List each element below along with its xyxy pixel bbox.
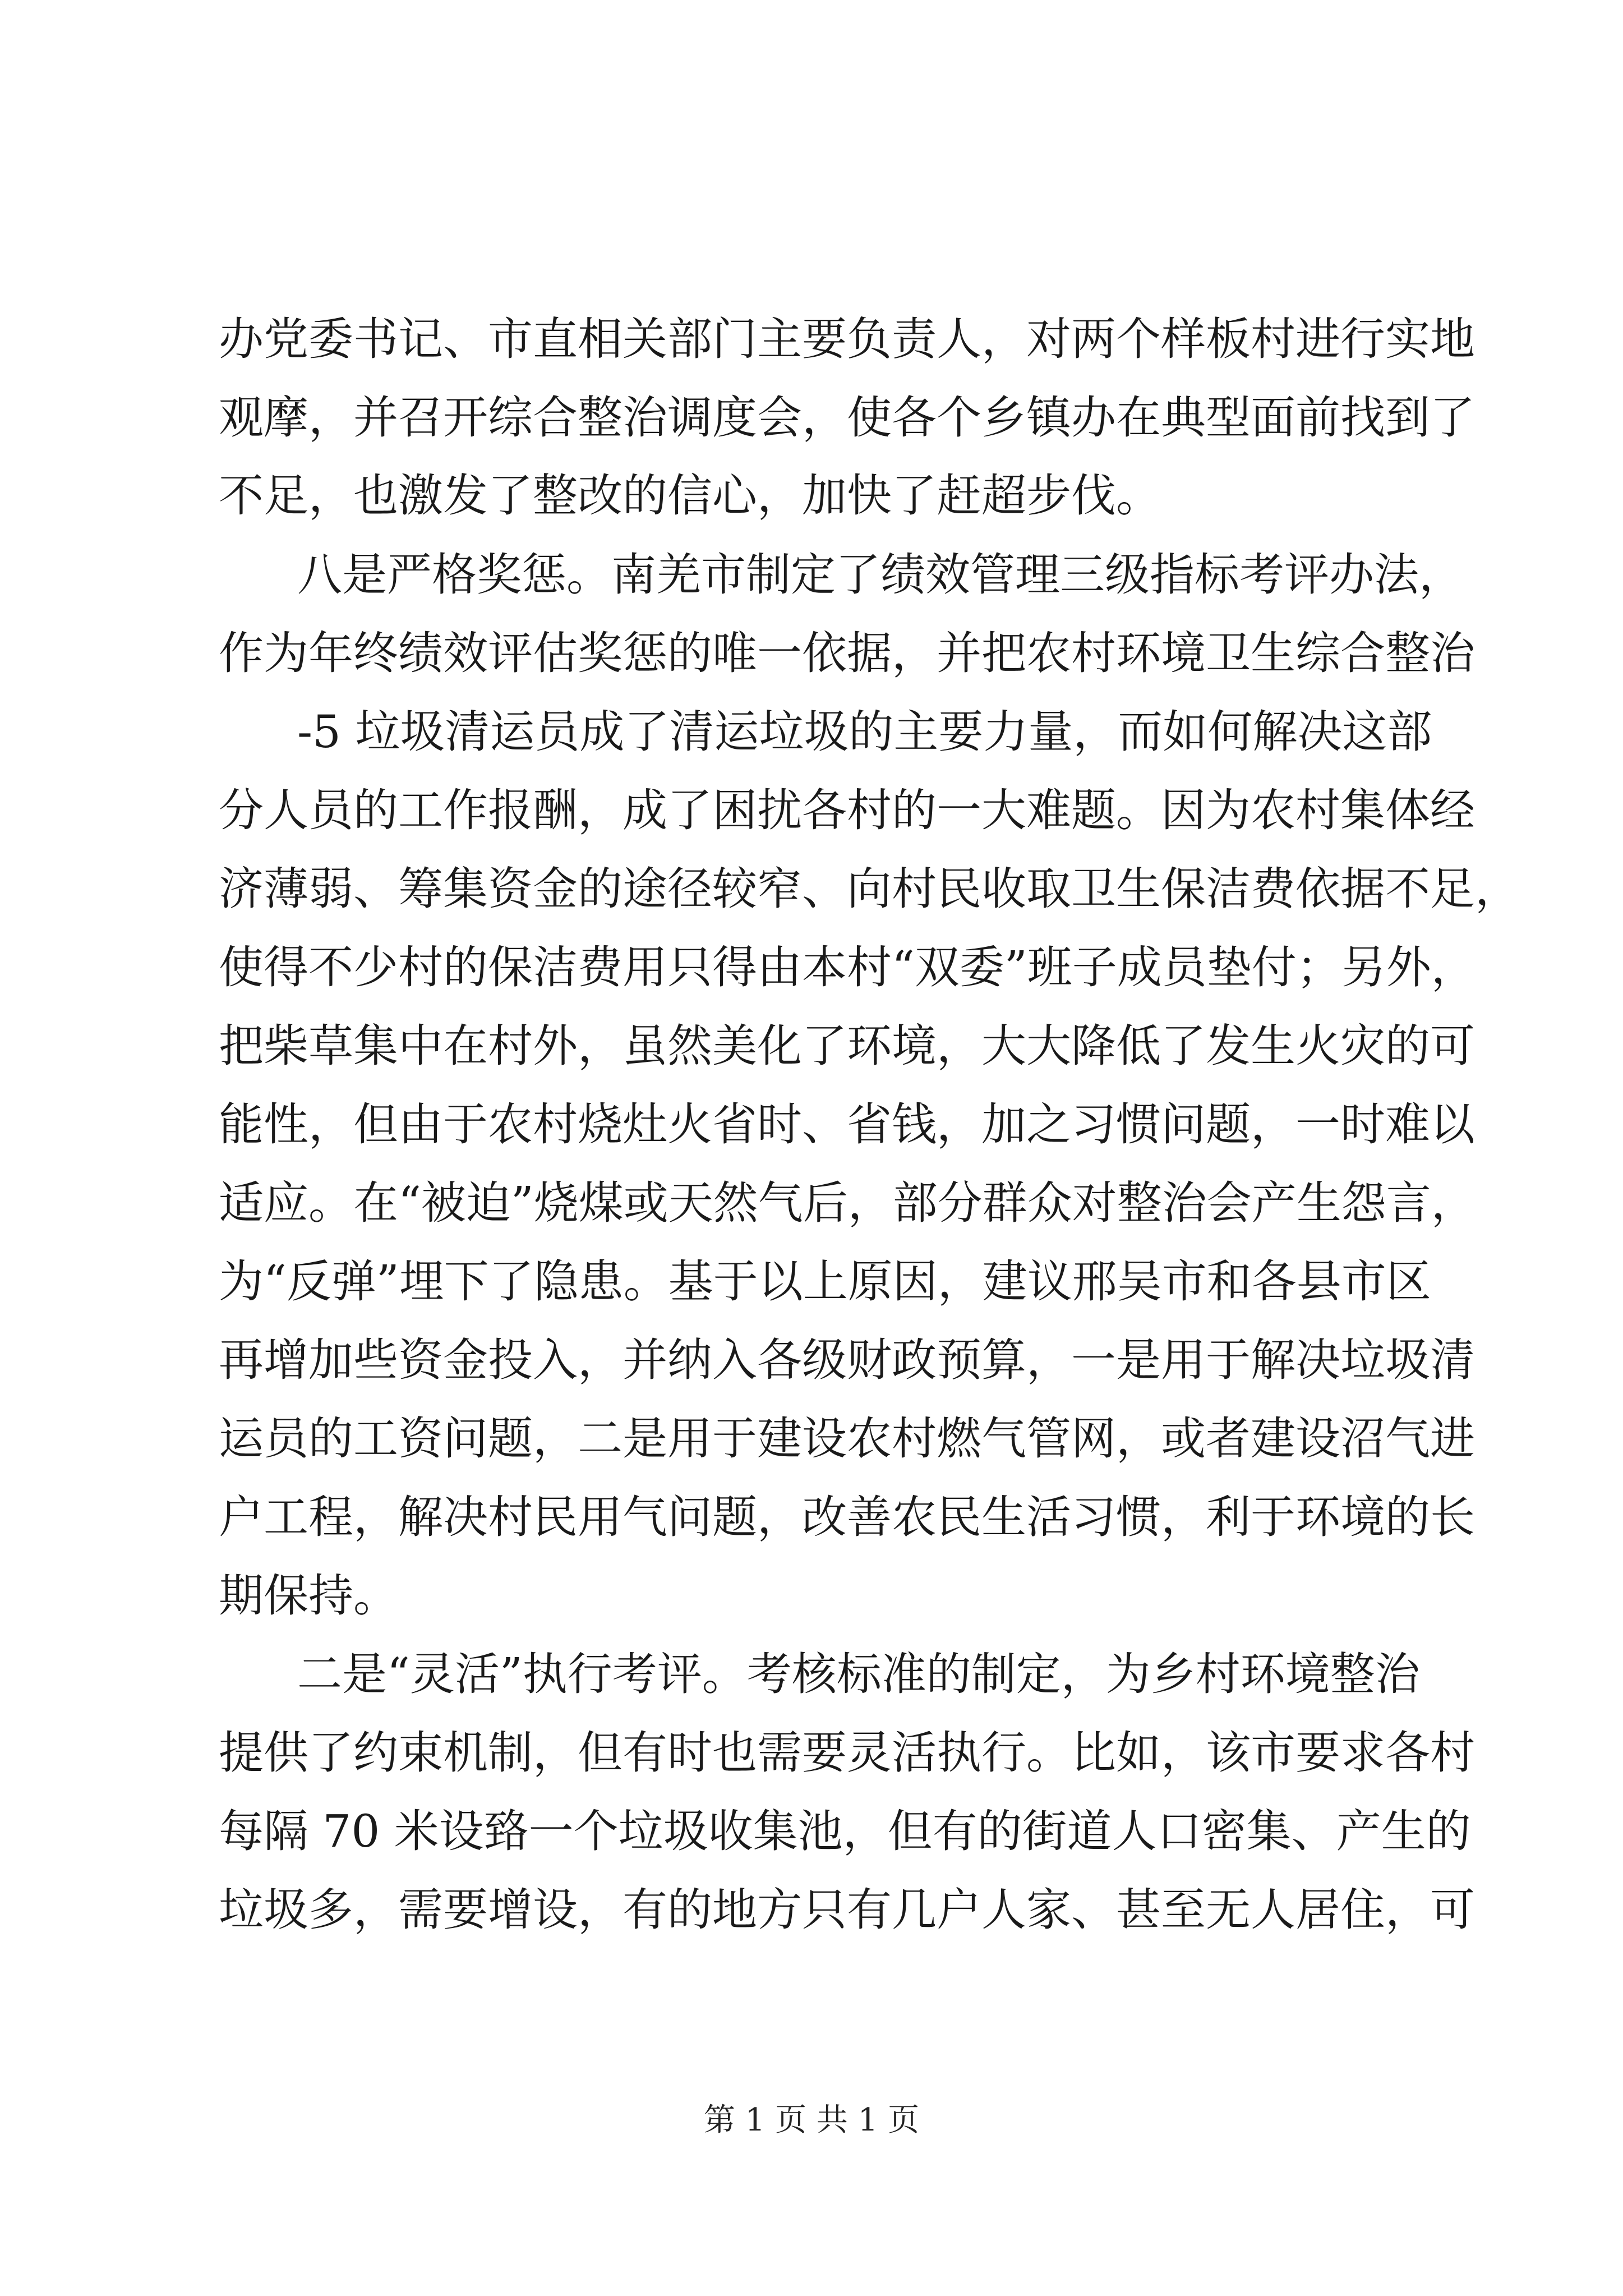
text-line: 垃圾多，需要增设，有的地方只有几户人家、甚至无人居住，可 (219, 1884, 1475, 1936)
text-line: 能性，但由于农村烧灶火省时、省钱，加之习惯问题，一时难以 (219, 1098, 1475, 1151)
paragraph-start-line: -5 垃圾清运员成了清运垃圾的主要力量，而如何解决这部 (297, 706, 1432, 758)
text-line: 使得不少村的保洁费用只得由本村“双委”班子成员垫付；另外， (219, 941, 1476, 993)
text-line: 户工程，解决村民用气问题，改善农民生活习惯，利于环境的长 (219, 1491, 1475, 1543)
text-line: 再增加些资金投入，并纳入各级财政预算，一是用于解决垃圾清 (219, 1334, 1475, 1386)
text-line: 为“反弹”埋下了隐患。基于以上原因，建议邢吴市和各县市区 (219, 1255, 1431, 1308)
text-line: 提供了约束机制，但有时也需要灵活执行。比如，该市要求各村 (219, 1727, 1475, 1779)
text-line: 每隔 70 米设臵一个垃圾收集池，但有的街道人口密集、产生的 (219, 1805, 1471, 1857)
paragraph-start-line: 八是严格奖惩。南羌市制定了绩效管理三级指标考评办法， (297, 549, 1464, 601)
text-line: 运员的工资问题，二是用于建设农村燃气管网，或者建设沼气进 (219, 1412, 1475, 1465)
text-line: 适应。在“被迫”烧煤或天然气后，部分群众对整治会产生怨言， (219, 1177, 1476, 1229)
page-number-footer: 第 1 页 共 1 页 (703, 2102, 920, 2138)
paragraph-start-line: 二是“灵活”执行考评。考核标准的制定，为乡村环境整治 (297, 1648, 1420, 1700)
text-line: 分人员的工作报酬，成了困扰各村的一大难题。因为农村集体经 (219, 784, 1475, 836)
text-line: 办党委书记、市直相关部门主要负责人，对两个样板村进行实地 (219, 313, 1475, 365)
text-line: 济薄弱、筹集资金的途径较窄、向村民收取卫生保洁费依据不足， (219, 863, 1520, 915)
text-line: 把柴草集中在村外，虽然美化了环境，大大降低了发生火灾的可 (219, 1020, 1475, 1072)
text-line: 作为年终绩效评估奖惩的唯一依据，并把农村环境卫生综合整治 (219, 627, 1475, 679)
text-line: 观摩，并召开综合整治调度会，使各个乡镇办在典型面前找到了 (219, 392, 1475, 444)
text-line: 期保持。 (219, 1570, 398, 1622)
text-line: 不足，也激发了整改的信心，加快了赶超步伐。 (219, 470, 1161, 522)
